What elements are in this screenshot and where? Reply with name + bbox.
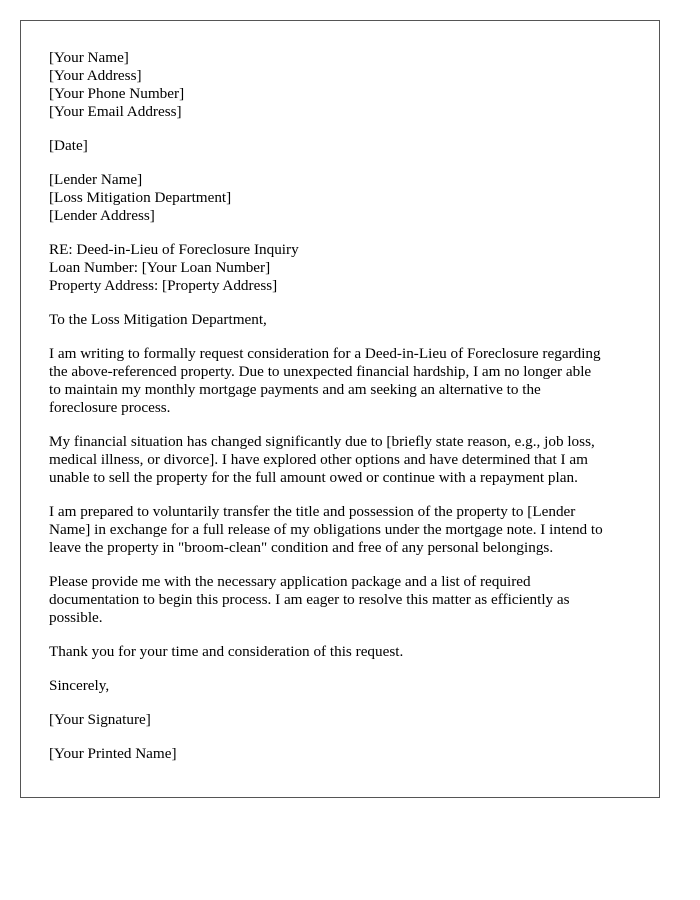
recipient-name: [Lender Name] (49, 171, 143, 188)
body-paragraph-5 (49, 643, 649, 661)
paragraph-line: medical illness, or divorce]. I have explored other options and have determined that I am (49, 451, 588, 468)
paragraph-line: I am prepared to voluntarily transfer the title and possession of the property to [Lender (49, 503, 576, 520)
body-paragraph-1 (49, 345, 649, 417)
body-paragraph-3 (49, 503, 649, 557)
sender-email: [Your Email Address] (49, 103, 182, 120)
paragraph-line: unable to sell the property for the full amount owed or continue with a repayment plan. (49, 469, 578, 486)
paragraph-line: the above-referenced property. Due to unexpected financial hardship, I am no longer able (49, 363, 592, 380)
paragraph-line: foreclosure process. (49, 399, 171, 416)
paragraph-line: My financial situation has changed significantly due to [briefly state reason, e.g., job loss, (49, 433, 595, 450)
printed-name (49, 745, 649, 763)
letter-page (20, 20, 660, 798)
subject-line: RE: Deed-in-Lieu of Foreclosure Inquiry (49, 241, 299, 258)
paragraph-line: I am writing to formally request consideration for a Deed-in-Lieu of Foreclosure regarding (49, 345, 601, 362)
signature (49, 711, 649, 729)
salutation (49, 311, 649, 329)
paragraph-line: leave the property in "broom-clean" condition and free of any personal belongings. (49, 539, 554, 556)
sender-block (49, 49, 649, 121)
paragraph-line: documentation to begin this process. I am eager to resolve this matter as efficiently as (49, 591, 570, 608)
loan-number-line: Loan Number: [Your Loan Number] (49, 259, 271, 276)
paragraph-line: Please provide me with the necessary application package and a list of required (49, 573, 531, 590)
property-address-line: Property Address: [Property Address] (49, 277, 278, 294)
sender-name: [Your Name] (49, 49, 129, 66)
letter-content (49, 49, 649, 779)
closing-text: Sincerely, (49, 677, 110, 694)
recipient-department: [Loss Mitigation Department] (49, 189, 232, 206)
salutation-text: To the Loss Mitigation Department, (49, 311, 267, 328)
body-paragraph-4 (49, 573, 649, 627)
printed-name-placeholder: [Your Printed Name] (49, 745, 177, 762)
reference-block (49, 241, 649, 295)
body-paragraph-2 (49, 433, 649, 487)
paragraph-line: to maintain my monthly mortgage payments and am seeking an alternative to the (49, 381, 541, 398)
recipient-address: [Lender Address] (49, 207, 155, 224)
letter-date: [Date] (49, 137, 88, 154)
closing (49, 677, 649, 695)
signature-placeholder: [Your Signature] (49, 711, 151, 728)
paragraph-line: Name] in exchange for a full release of my obligations under the mortgage note. I intend to (49, 521, 603, 538)
sender-address: [Your Address] (49, 67, 142, 84)
sender-phone: [Your Phone Number] (49, 85, 185, 102)
paragraph-line: Thank you for your time and consideration of this request. (49, 643, 404, 660)
date-block (49, 137, 649, 155)
recipient-block (49, 171, 649, 225)
paragraph-line: possible. (49, 609, 103, 626)
